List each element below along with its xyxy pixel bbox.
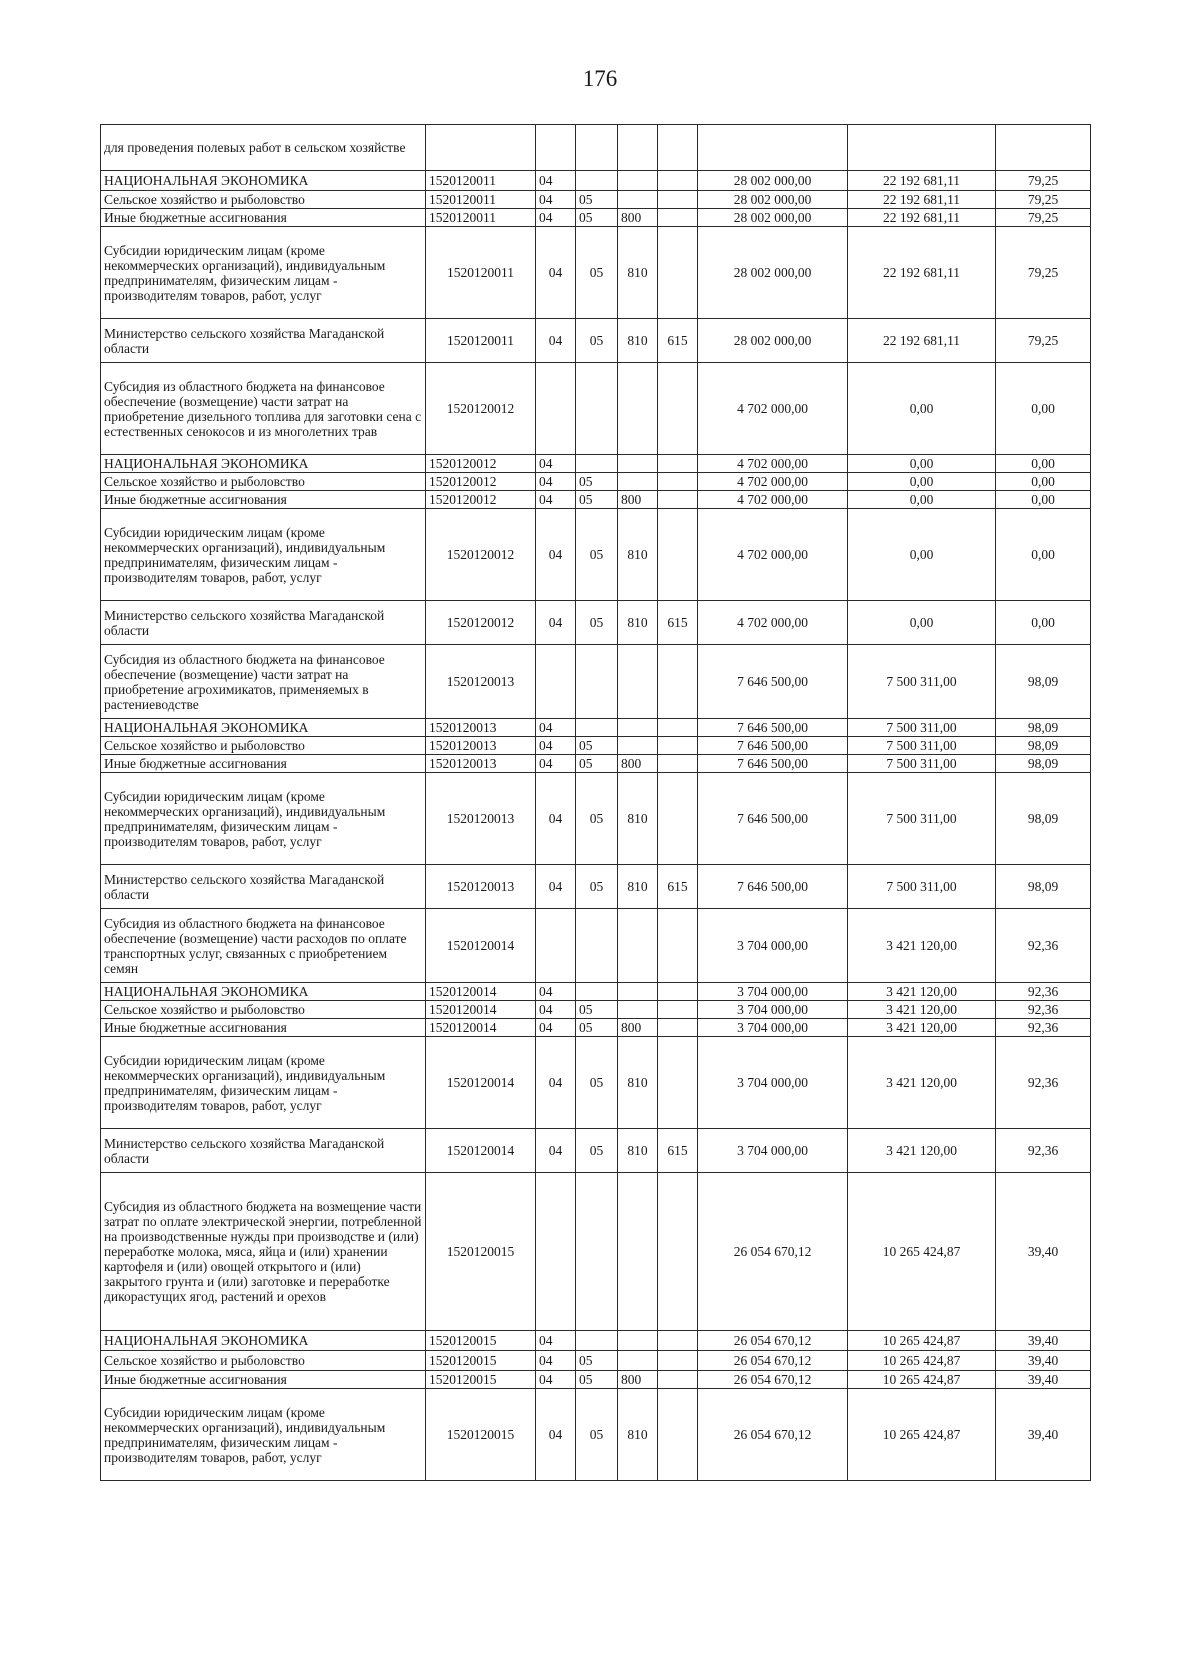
row-kvr-cell: 800 (618, 209, 658, 227)
row-kvr-cell (618, 983, 658, 1001)
row-name-cell: Субсидия из областного бюджета на финансовое обеспечение (возмещение) части затрат на приобретение агрохимикатов, применяемых в растениеводстве (101, 645, 426, 719)
row-name-cell: НАЦИОНАЛЬНАЯ ЭКОНОМИКА (101, 983, 426, 1001)
row-percent-cell: 39,40 (996, 1389, 1091, 1481)
row-section-cell: 04 (536, 509, 576, 601)
row-code-cell: 1520120015 (426, 1173, 536, 1331)
row-percent-cell: 39,40 (996, 1351, 1091, 1371)
row-plan-cell: 3 704 000,00 (698, 1037, 848, 1129)
row-section-cell: 04 (536, 755, 576, 773)
row-name-cell: Субсидии юридическим лицам (кроме некоммерческих организаций), индивидуальным предпринимателям, физическим лицам - производителям товаров, работ, услуг (101, 1389, 426, 1481)
row-grbs-cell (658, 171, 698, 191)
row-code-cell: 1520120014 (426, 1001, 536, 1019)
row-section-cell (536, 1173, 576, 1331)
row-code-cell: 1520120013 (426, 719, 536, 737)
row-section-cell (536, 909, 576, 983)
row-grbs-cell (658, 773, 698, 865)
row-subsection-cell: 05 (576, 209, 618, 227)
row-name-cell: для проведения полевых работ в сельском хозяйстве (101, 125, 426, 171)
table-row (101, 473, 1091, 491)
row-grbs-cell: 615 (658, 1129, 698, 1173)
row-subsection-cell: 05 (576, 227, 618, 319)
page-number: 176 (582, 66, 618, 91)
row-code-cell: 1520120011 (426, 191, 536, 209)
row-name-cell: Иные бюджетные ассигнования (101, 755, 426, 773)
row-plan-cell: 7 646 500,00 (698, 719, 848, 737)
row-name-cell: Субсидия из областного бюджета на финансовое обеспечение (возмещение) части расходов по оплате транспортных услуг, связанных с приобретением семян (101, 909, 426, 983)
row-subsection-cell: 05 (576, 1037, 618, 1129)
row-code-cell (426, 125, 536, 171)
row-name-cell: НАЦИОНАЛЬНАЯ ЭКОНОМИКА (101, 171, 426, 191)
row-name-cell: Сельское хозяйство и рыболовство (101, 473, 426, 491)
row-plan-cell: 3 704 000,00 (698, 909, 848, 983)
row-name-cell: Субсидия из областного бюджета на финансовое обеспечение (возмещение) части затрат на приобретение дизельного топлива для заготовки сена с естественных сенокосов и из многолетних трав (101, 363, 426, 455)
row-plan-cell: 4 702 000,00 (698, 601, 848, 645)
row-grbs-cell (658, 509, 698, 601)
row-subsection-cell: 05 (576, 755, 618, 773)
row-kvr-cell: 810 (618, 509, 658, 601)
row-section-cell: 04 (536, 227, 576, 319)
row-grbs-cell: 615 (658, 601, 698, 645)
row-subsection-cell: 05 (576, 509, 618, 601)
row-kvr-cell: 810 (618, 1129, 658, 1173)
row-section-cell: 04 (536, 171, 576, 191)
row-code-cell: 1520120015 (426, 1331, 536, 1351)
row-actual-cell: 7 500 311,00 (848, 755, 996, 773)
row-kvr-cell (618, 719, 658, 737)
table-row (101, 645, 1091, 719)
row-subsection-cell: 05 (576, 473, 618, 491)
row-plan-cell: 3 704 000,00 (698, 1001, 848, 1019)
row-code-cell: 1520120013 (426, 865, 536, 909)
table-row (101, 1037, 1091, 1129)
row-percent-cell: 39,40 (996, 1331, 1091, 1351)
row-section-cell: 04 (536, 773, 576, 865)
row-section-cell: 04 (536, 737, 576, 755)
row-name-cell: Иные бюджетные ассигнования (101, 1019, 426, 1037)
row-code-cell: 1520120014 (426, 909, 536, 983)
row-kvr-cell: 810 (618, 773, 658, 865)
row-code-cell: 1520120014 (426, 1129, 536, 1173)
row-code-cell: 1520120011 (426, 319, 536, 363)
row-percent-cell: 79,25 (996, 209, 1091, 227)
row-grbs-cell (658, 1331, 698, 1351)
row-code-cell: 1520120012 (426, 509, 536, 601)
row-name-cell: Субсидии юридическим лицам (кроме некоммерческих организаций), индивидуальным предпринимателям, физическим лицам - производителям товаров, работ, услуг (101, 773, 426, 865)
row-plan-cell: 4 702 000,00 (698, 363, 848, 455)
row-section-cell: 04 (536, 1001, 576, 1019)
row-code-cell: 1520120013 (426, 645, 536, 719)
row-subsection-cell: 05 (576, 1371, 618, 1389)
table-row (101, 737, 1091, 755)
row-kvr-cell: 800 (618, 1371, 658, 1389)
row-percent-cell: 79,25 (996, 319, 1091, 363)
row-name-cell: Сельское хозяйство и рыболовство (101, 737, 426, 755)
row-kvr-cell (618, 1351, 658, 1371)
row-kvr-cell (618, 125, 658, 171)
row-percent-cell: 39,40 (996, 1371, 1091, 1389)
row-section-cell (536, 363, 576, 455)
row-subsection-cell (576, 983, 618, 1001)
row-kvr-cell: 800 (618, 755, 658, 773)
row-subsection-cell: 05 (576, 491, 618, 509)
row-name-cell: Иные бюджетные ассигнования (101, 1371, 426, 1389)
row-code-cell: 1520120014 (426, 1019, 536, 1037)
row-plan-cell: 26 054 670,12 (698, 1351, 848, 1371)
row-percent-cell: 79,25 (996, 227, 1091, 319)
row-name-cell: Министерство сельского хозяйства Магаданской области (101, 601, 426, 645)
table-row (101, 1001, 1091, 1019)
row-kvr-cell (618, 645, 658, 719)
row-grbs-cell (658, 983, 698, 1001)
row-actual-cell: 3 421 120,00 (848, 983, 996, 1001)
row-actual-cell: 7 500 311,00 (848, 773, 996, 865)
row-percent-cell: 98,09 (996, 719, 1091, 737)
table-row (101, 1331, 1091, 1351)
row-name-cell: НАЦИОНАЛЬНАЯ ЭКОНОМИКА (101, 719, 426, 737)
row-kvr-cell (618, 1331, 658, 1351)
table-row (101, 191, 1091, 209)
row-percent-cell: 92,36 (996, 909, 1091, 983)
row-code-cell: 1520120014 (426, 1037, 536, 1129)
row-kvr-cell (618, 1001, 658, 1019)
row-percent-cell: 92,36 (996, 1019, 1091, 1037)
row-actual-cell (848, 125, 996, 171)
row-kvr-cell (618, 909, 658, 983)
row-plan-cell: 3 704 000,00 (698, 1129, 848, 1173)
table-row (101, 755, 1091, 773)
table-row (101, 363, 1091, 455)
row-subsection-cell: 05 (576, 1351, 618, 1371)
table-row (101, 1389, 1091, 1481)
row-kvr-cell: 810 (618, 865, 658, 909)
row-name-cell: Министерство сельского хозяйства Магаданской области (101, 319, 426, 363)
row-section-cell: 04 (536, 719, 576, 737)
row-code-cell: 1520120012 (426, 491, 536, 509)
table-body (101, 125, 1091, 1481)
row-subsection-cell: 05 (576, 737, 618, 755)
budget-table (100, 124, 1091, 1481)
row-subsection-cell (576, 125, 618, 171)
table-row (101, 171, 1091, 191)
row-actual-cell: 22 192 681,11 (848, 191, 996, 209)
row-name-cell: Сельское хозяйство и рыболовство (101, 1351, 426, 1371)
row-section-cell: 04 (536, 491, 576, 509)
row-actual-cell: 7 500 311,00 (848, 865, 996, 909)
row-code-cell: 1520120012 (426, 363, 536, 455)
table-row (101, 773, 1091, 865)
row-grbs-cell (658, 125, 698, 171)
row-grbs-cell (658, 719, 698, 737)
row-subsection-cell (576, 455, 618, 473)
row-grbs-cell (658, 1037, 698, 1129)
table-row (101, 227, 1091, 319)
row-code-cell: 1520120015 (426, 1371, 536, 1389)
row-grbs-cell (658, 1173, 698, 1331)
row-code-cell: 1520120013 (426, 755, 536, 773)
row-actual-cell: 0,00 (848, 491, 996, 509)
row-grbs-cell (658, 1001, 698, 1019)
row-name-cell: Министерство сельского хозяйства Магаданской области (101, 865, 426, 909)
table-row (101, 1019, 1091, 1037)
row-grbs-cell (658, 455, 698, 473)
row-percent-cell: 79,25 (996, 191, 1091, 209)
row-subsection-cell: 05 (576, 1129, 618, 1173)
row-grbs-cell (658, 491, 698, 509)
table-row (101, 719, 1091, 737)
row-subsection-cell: 05 (576, 191, 618, 209)
row-subsection-cell (576, 645, 618, 719)
row-grbs-cell: 615 (658, 319, 698, 363)
row-section-cell: 04 (536, 473, 576, 491)
row-subsection-cell: 05 (576, 601, 618, 645)
row-kvr-cell: 810 (618, 227, 658, 319)
row-kvr-cell: 810 (618, 1389, 658, 1481)
row-actual-cell: 7 500 311,00 (848, 645, 996, 719)
row-section-cell: 04 (536, 601, 576, 645)
row-actual-cell: 7 500 311,00 (848, 719, 996, 737)
table-row (101, 1371, 1091, 1389)
row-grbs-cell (658, 473, 698, 491)
row-code-cell: 1520120012 (426, 601, 536, 645)
row-plan-cell: 7 646 500,00 (698, 865, 848, 909)
row-subsection-cell (576, 363, 618, 455)
row-name-cell: Сельское хозяйство и рыболовство (101, 191, 426, 209)
row-subsection-cell (576, 171, 618, 191)
row-grbs-cell (658, 191, 698, 209)
row-kvr-cell: 810 (618, 319, 658, 363)
row-kvr-cell: 810 (618, 1037, 658, 1129)
row-subsection-cell: 05 (576, 773, 618, 865)
row-grbs-cell (658, 209, 698, 227)
row-section-cell: 04 (536, 1389, 576, 1481)
row-actual-cell: 3 421 120,00 (848, 1001, 996, 1019)
row-subsection-cell: 05 (576, 1019, 618, 1037)
row-actual-cell: 3 421 120,00 (848, 1037, 996, 1129)
row-section-cell: 04 (536, 1371, 576, 1389)
row-grbs-cell (658, 363, 698, 455)
row-percent-cell: 79,25 (996, 171, 1091, 191)
table-row (101, 983, 1091, 1001)
row-percent-cell: 0,00 (996, 473, 1091, 491)
row-section-cell: 04 (536, 319, 576, 363)
table-row (101, 209, 1091, 227)
row-code-cell: 1520120013 (426, 773, 536, 865)
row-section-cell (536, 645, 576, 719)
table-row (101, 1129, 1091, 1173)
row-plan-cell: 28 002 000,00 (698, 209, 848, 227)
table-row (101, 601, 1091, 645)
row-section-cell: 04 (536, 1129, 576, 1173)
row-name-cell: Субсидия из областного бюджета на возмещение части затрат по оплате электрической энергии, потребленной на производственные нужды при производстве и (или) переработке молока, мяса, яйца и (или) хранении картофеля и (или) овощей открытого и (или) закрытого грунта и (или) заготовке и переработке дикорастущих ягод, растений и орехов (101, 1173, 426, 1331)
row-section-cell: 04 (536, 865, 576, 909)
row-percent-cell: 92,36 (996, 1129, 1091, 1173)
row-grbs-cell (658, 645, 698, 719)
row-kvr-cell (618, 737, 658, 755)
row-subsection-cell: 05 (576, 865, 618, 909)
row-name-cell: Иные бюджетные ассигнования (101, 491, 426, 509)
row-subsection-cell (576, 719, 618, 737)
row-name-cell: Иные бюджетные ассигнования (101, 209, 426, 227)
row-plan-cell: 7 646 500,00 (698, 773, 848, 865)
row-subsection-cell: 05 (576, 319, 618, 363)
row-name-cell: Сельское хозяйство и рыболовство (101, 1001, 426, 1019)
row-grbs-cell (658, 755, 698, 773)
row-name-cell: НАЦИОНАЛЬНАЯ ЭКОНОМИКА (101, 1331, 426, 1351)
row-actual-cell: 0,00 (848, 601, 996, 645)
row-actual-cell: 10 265 424,87 (848, 1389, 996, 1481)
row-actual-cell: 10 265 424,87 (848, 1351, 996, 1371)
row-plan-cell: 28 002 000,00 (698, 319, 848, 363)
row-percent-cell: 98,09 (996, 645, 1091, 719)
row-kvr-cell (618, 455, 658, 473)
row-kvr-cell: 810 (618, 601, 658, 645)
row-plan-cell: 3 704 000,00 (698, 983, 848, 1001)
row-plan-cell: 7 646 500,00 (698, 645, 848, 719)
row-section-cell: 04 (536, 983, 576, 1001)
row-kvr-cell: 800 (618, 491, 658, 509)
row-section-cell: 04 (536, 1019, 576, 1037)
row-grbs-cell (658, 737, 698, 755)
row-grbs-cell (658, 909, 698, 983)
row-grbs-cell (658, 1019, 698, 1037)
row-plan-cell: 4 702 000,00 (698, 509, 848, 601)
row-kvr-cell (618, 473, 658, 491)
row-grbs-cell (658, 227, 698, 319)
row-actual-cell: 3 421 120,00 (848, 909, 996, 983)
row-plan-cell: 7 646 500,00 (698, 755, 848, 773)
row-actual-cell: 10 265 424,87 (848, 1331, 996, 1351)
row-plan-cell: 4 702 000,00 (698, 491, 848, 509)
row-plan-cell: 28 002 000,00 (698, 171, 848, 191)
row-subsection-cell (576, 1331, 618, 1351)
row-percent-cell: 0,00 (996, 601, 1091, 645)
row-actual-cell: 10 265 424,87 (848, 1173, 996, 1331)
row-percent-cell: 0,00 (996, 455, 1091, 473)
row-section-cell (536, 125, 576, 171)
row-subsection-cell: 05 (576, 1001, 618, 1019)
row-section-cell: 04 (536, 1351, 576, 1371)
row-plan-cell: 26 054 670,12 (698, 1331, 848, 1351)
row-actual-cell: 3 421 120,00 (848, 1129, 996, 1173)
row-section-cell: 04 (536, 191, 576, 209)
row-section-cell: 04 (536, 209, 576, 227)
row-section-cell: 04 (536, 1331, 576, 1351)
row-subsection-cell (576, 909, 618, 983)
row-section-cell: 04 (536, 1037, 576, 1129)
row-plan-cell: 28 002 000,00 (698, 227, 848, 319)
row-kvr-cell (618, 363, 658, 455)
row-percent-cell: 98,09 (996, 737, 1091, 755)
row-percent-cell (996, 125, 1091, 171)
table-row (101, 1173, 1091, 1331)
row-code-cell: 1520120011 (426, 227, 536, 319)
row-grbs-cell (658, 1389, 698, 1481)
row-percent-cell: 92,36 (996, 1001, 1091, 1019)
row-actual-cell: 22 192 681,11 (848, 209, 996, 227)
row-plan-cell: 26 054 670,12 (698, 1173, 848, 1331)
table-row (101, 125, 1091, 171)
row-kvr-cell: 800 (618, 1019, 658, 1037)
row-code-cell: 1520120011 (426, 209, 536, 227)
row-actual-cell: 0,00 (848, 509, 996, 601)
row-name-cell: Субсидии юридическим лицам (кроме некоммерческих организаций), индивидуальным предпринимателям, физическим лицам - производителям товаров, работ, услуг (101, 1037, 426, 1129)
row-code-cell: 1520120013 (426, 737, 536, 755)
table-row (101, 319, 1091, 363)
row-name-cell: Министерство сельского хозяйства Магаданской области (101, 1129, 426, 1173)
table-row (101, 865, 1091, 909)
row-subsection-cell: 05 (576, 1389, 618, 1481)
row-kvr-cell (618, 171, 658, 191)
row-kvr-cell (618, 1173, 658, 1331)
row-actual-cell: 0,00 (848, 473, 996, 491)
row-plan-cell: 4 702 000,00 (698, 455, 848, 473)
row-percent-cell: 0,00 (996, 363, 1091, 455)
row-actual-cell: 0,00 (848, 455, 996, 473)
row-percent-cell: 98,09 (996, 865, 1091, 909)
row-percent-cell: 0,00 (996, 509, 1091, 601)
table-row (101, 509, 1091, 601)
row-actual-cell: 7 500 311,00 (848, 737, 996, 755)
row-percent-cell: 98,09 (996, 773, 1091, 865)
row-grbs-cell (658, 1371, 698, 1389)
table-row (101, 455, 1091, 473)
row-actual-cell: 10 265 424,87 (848, 1371, 996, 1389)
row-actual-cell: 22 192 681,11 (848, 171, 996, 191)
row-actual-cell: 3 421 120,00 (848, 1019, 996, 1037)
row-percent-cell: 92,36 (996, 1037, 1091, 1129)
row-grbs-cell (658, 1351, 698, 1371)
row-actual-cell: 0,00 (848, 363, 996, 455)
table-row (101, 491, 1091, 509)
row-plan-cell: 26 054 670,12 (698, 1371, 848, 1389)
row-name-cell: Субсидии юридическим лицам (кроме некоммерческих организаций), индивидуальным предпринимателям, физическим лицам - производителям товаров, работ, услуг (101, 509, 426, 601)
row-code-cell: 1520120015 (426, 1389, 536, 1481)
row-percent-cell: 92,36 (996, 983, 1091, 1001)
row-code-cell: 1520120014 (426, 983, 536, 1001)
row-subsection-cell (576, 1173, 618, 1331)
row-grbs-cell: 615 (658, 865, 698, 909)
row-actual-cell: 22 192 681,11 (848, 227, 996, 319)
row-name-cell: НАЦИОНАЛЬНАЯ ЭКОНОМИКА (101, 455, 426, 473)
row-percent-cell: 39,40 (996, 1173, 1091, 1331)
row-plan-cell: 3 704 000,00 (698, 1019, 848, 1037)
row-plan-cell: 7 646 500,00 (698, 737, 848, 755)
row-code-cell: 1520120015 (426, 1351, 536, 1371)
row-name-cell: Субсидии юридическим лицам (кроме некоммерческих организаций), индивидуальным предпринимателям, физическим лицам - производителям товаров, работ, услуг (101, 227, 426, 319)
table-row (101, 909, 1091, 983)
row-code-cell: 1520120012 (426, 473, 536, 491)
row-plan-cell (698, 125, 848, 171)
row-kvr-cell (618, 191, 658, 209)
row-code-cell: 1520120012 (426, 455, 536, 473)
row-plan-cell: 4 702 000,00 (698, 473, 848, 491)
row-percent-cell: 98,09 (996, 755, 1091, 773)
row-plan-cell: 28 002 000,00 (698, 191, 848, 209)
row-actual-cell: 22 192 681,11 (848, 319, 996, 363)
table-row (101, 1351, 1091, 1371)
row-code-cell: 1520120011 (426, 171, 536, 191)
row-percent-cell: 0,00 (996, 491, 1091, 509)
row-plan-cell: 26 054 670,12 (698, 1389, 848, 1481)
row-section-cell: 04 (536, 455, 576, 473)
